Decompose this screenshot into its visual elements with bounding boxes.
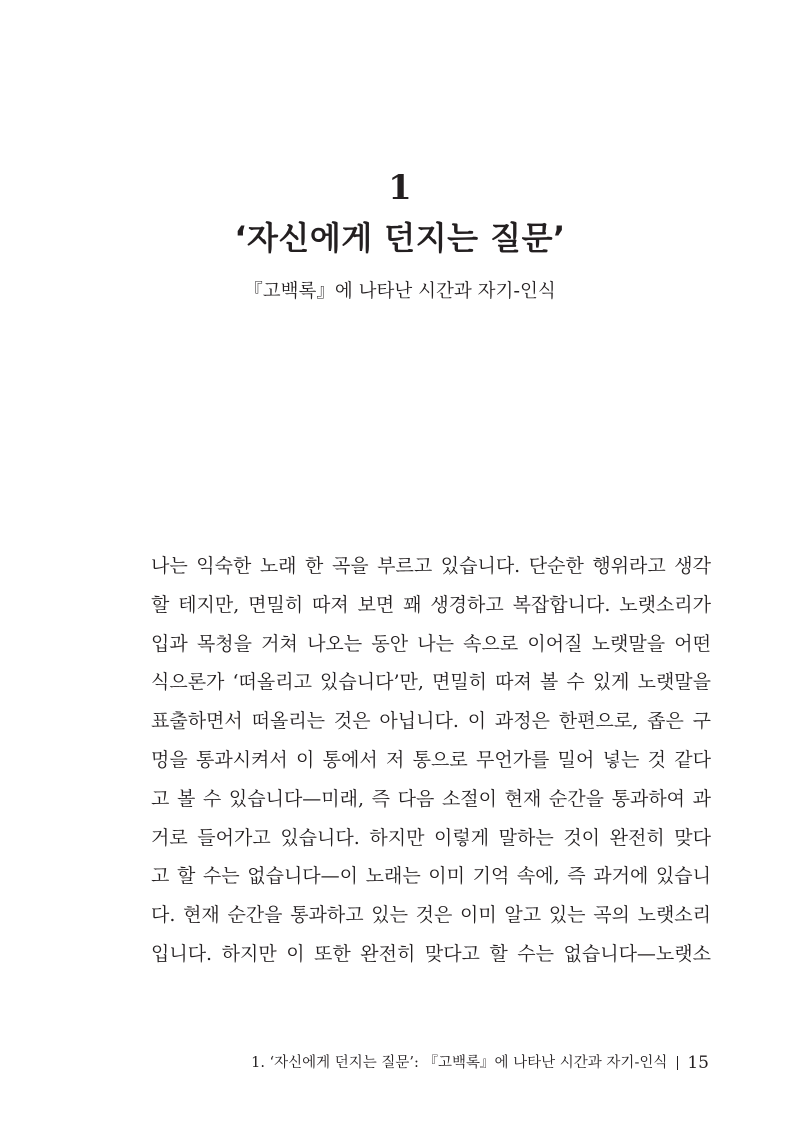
footer-divider [677, 1056, 678, 1070]
page-number: 15 [687, 1053, 709, 1073]
body-line: 식으론가 ‘떠올리고 있습니다’만, 면밀히 따져 볼 수 있게 노랫말을 [151, 671, 711, 694]
body-line: 고 볼 수 있습니다—미래, 즉 다음 소절이 현재 순간을 통과하여 과 [151, 787, 711, 810]
body-line: 고 할 수는 없습니다—이 노래는 이미 기억 속에, 즉 과거에 있습니 [151, 865, 711, 888]
body-line: 입니다. 하지만 이 또한 완전히 맞다고 할 수는 없습니다—노랫소 [151, 942, 711, 965]
body-line: 입과 목청을 거쳐 나오는 동안 나는 속으로 이어질 노랫말을 어떤 [151, 632, 711, 655]
body-line: 거로 들어가고 있습니다. 하지만 이렇게 말하는 것이 완전히 맞다 [151, 826, 711, 849]
chapter-number: 1 [388, 168, 412, 208]
body-line: 멍을 통과시켜서 이 통에서 저 통으로 무언가를 밀어 넣는 것 같다 [151, 748, 711, 771]
body-line: 나는 익숙한 노래 한 곡을 부르고 있습니다. 단순한 행위라고 생각 [151, 555, 711, 577]
chapter-subtitle: 『고백록』에 나타난 시간과 자기-인식 [244, 281, 556, 302]
running-footer [251, 1052, 709, 1074]
body-line: 다. 현재 순간을 통과하고 있는 것은 이미 알고 있는 곡의 노랫소리 [151, 904, 711, 927]
body-line: 할 테지만, 면밀히 따져 보면 꽤 생경하고 복잡합니다. 노랫소리가 [151, 593, 711, 616]
running-title: 1. ‘자신에게 던지는 질문’: 『고백록』에 나타난 시간과 자기-인식 [251, 1055, 668, 1071]
chapter-title: ‘자신에게 던지는 질문’ [234, 219, 566, 257]
body-text [151, 547, 711, 974]
body-line: 표출하면서 떠올리는 것은 아닙니다. 이 과정은 한편으로, 좁은 구 [151, 710, 711, 733]
